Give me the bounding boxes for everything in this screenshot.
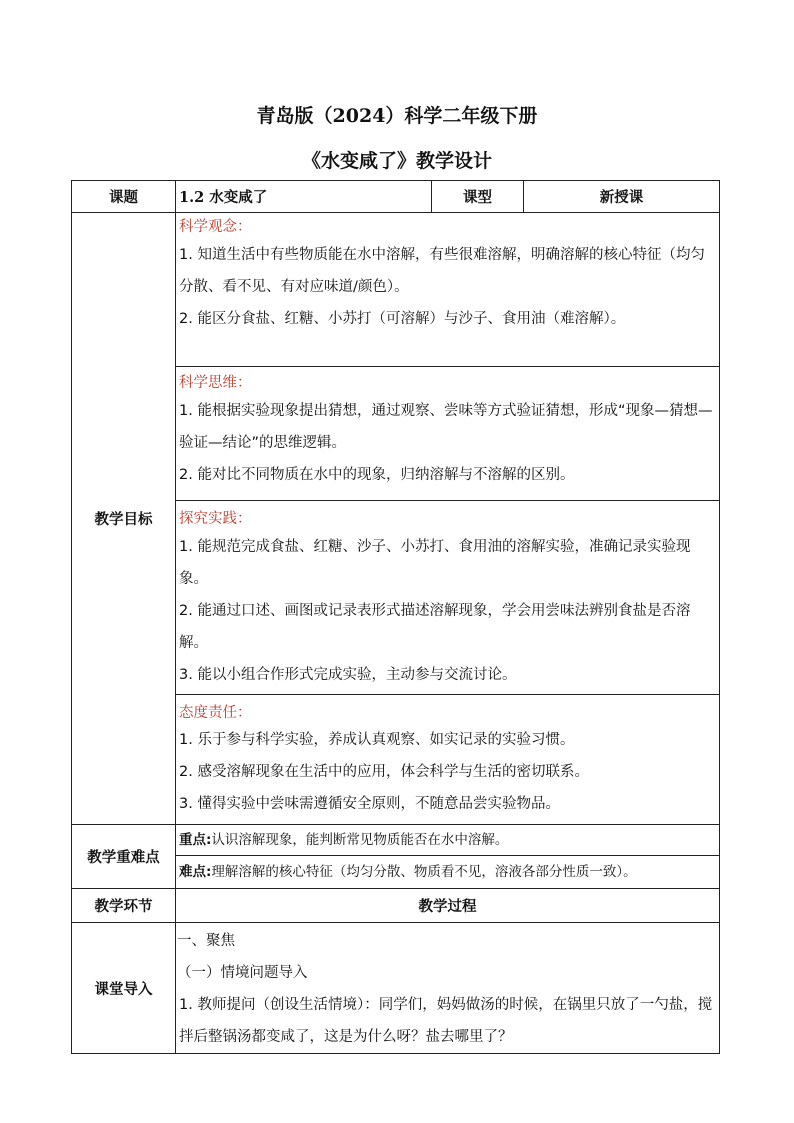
list-item: 2. 感受溶解现象在生活中的应用，体会科学与生活的密切联系。 <box>179 764 589 780</box>
list-item: 2. 能对比不同物质在水中的现象，归纳溶解与不溶解的区别。 <box>179 467 575 483</box>
key-points-label: 教学重难点 <box>72 825 176 889</box>
section-heading: 科学观念： <box>179 219 252 235</box>
topic-value: 1.2 水变咸了 <box>176 181 432 213</box>
lesson-plan-table <box>71 180 720 1054</box>
list-item: 1. 乐于参与科学实验，养成认真观察、如实记录的实验习惯。 <box>179 732 575 748</box>
difficult-point: 难点:理解溶解的核心特征（均匀分散、物质看不见，溶液各部分性质一致）。 <box>179 864 637 880</box>
objective-section-practice <box>176 501 719 695</box>
intro-line: （一）情境问题导入 <box>177 965 308 981</box>
section-heading: 态度责任： <box>179 705 252 721</box>
stage-label: 教学环节 <box>72 889 176 923</box>
intro-line: 一、聚焦 <box>177 933 235 949</box>
list-item: 1. 能规范完成食盐、红糖、沙子、小苏打、食用油的溶解实验，准确记录实验现象。 <box>179 539 691 587</box>
section-heading: 科学思维： <box>179 375 252 391</box>
intro-label: 课堂导入 <box>72 923 176 1054</box>
key-point: 重点:认识溶解现象，能判断常见物质能否在水中溶解。 <box>179 832 509 848</box>
key-point-row <box>72 825 720 856</box>
topic-label: 课题 <box>72 181 176 213</box>
document-title: 青岛版（2024）科学二年级下册 <box>256 105 538 127</box>
list-item: 1. 能根据实验现象提出猜想，通过观察、尝味等方式验证猜想，形成“现象—猜想—验证—结论”的思维逻辑。 <box>179 403 713 451</box>
objectives-row <box>72 213 720 825</box>
list-item: 2. 能通过口述、画图或记录表形式描述溶解现象，学会用尝味法辨别食盐是否溶解。 <box>179 603 691 651</box>
info-row <box>72 181 720 213</box>
document-subtitle: 《水变咸了》教学设计 <box>301 150 492 172</box>
list-item: 1. 知道生活中有些物质能在水中溶解，有些很难溶解，明确溶解的核心特征（均匀分散、看不见、有对应味道/颜色）。 <box>179 247 705 295</box>
list-item: 3. 懂得实验中尝味需遵循安全原则，不随意品尝实验物品。 <box>179 796 560 812</box>
intro-row <box>72 923 720 1054</box>
objective-section-concepts <box>176 213 719 367</box>
process-header-row <box>72 889 720 923</box>
objective-section-attitude <box>176 695 719 824</box>
objectives-content <box>176 213 720 825</box>
intro-content <box>176 923 720 1054</box>
objective-section-thinking <box>176 367 719 501</box>
type-label: 课型 <box>432 181 524 213</box>
intro-line: 1. 教师提问（创设生活情境）：同学们，妈妈做汤的时候，在锅里只放了一勺盐，搅拌后整锅汤都变咸了，这是为什么呀？盐去哪里了？ <box>179 997 713 1045</box>
list-item: 3. 能以小组合作形式完成实验，主动参与交流讨论。 <box>179 667 517 683</box>
type-value: 新授课 <box>524 181 720 213</box>
process-label: 教学过程 <box>176 889 720 923</box>
objectives-label: 教学目标 <box>72 213 176 825</box>
list-item: 2. 能区分食盐、红糖、小苏打（可溶解）与沙子、食用油（难溶解）。 <box>179 311 626 327</box>
section-heading: 探究实践： <box>179 511 252 527</box>
